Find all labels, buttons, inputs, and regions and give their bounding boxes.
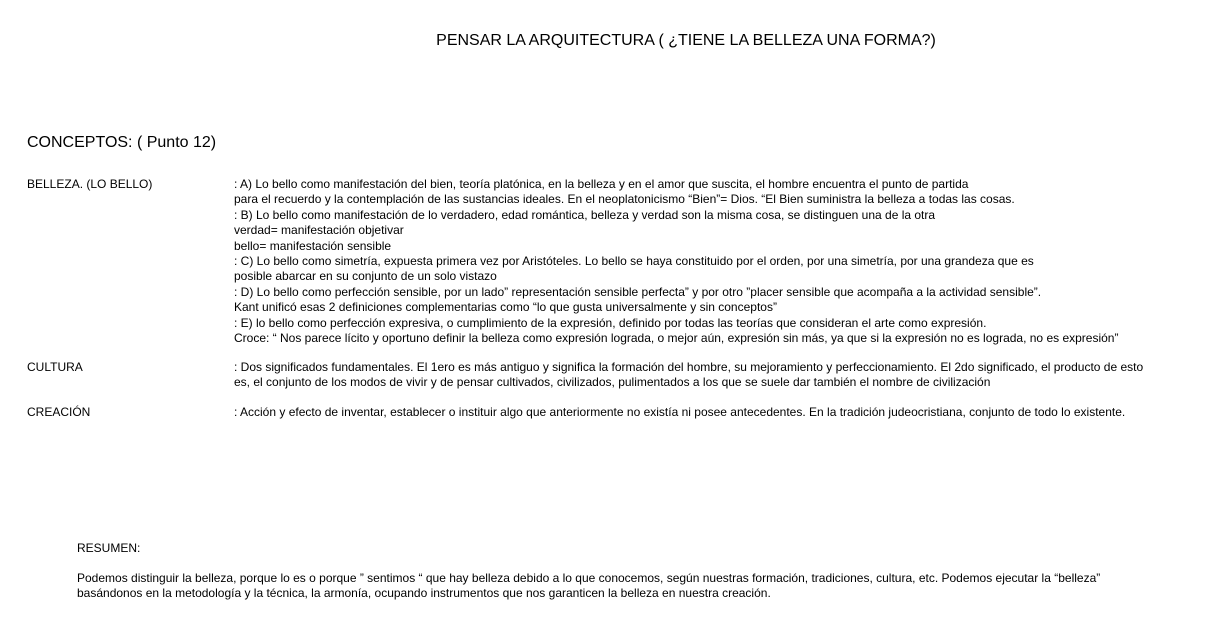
definition-belleza [234, 177, 1118, 346]
concepts-heading: CONCEPTOS: ( Punto 12) [27, 134, 217, 151]
definition-line: : Dos significados fundamentales. El 1ero es más antiguo y significa la formación del hombre, su mejoramiento y perfeccionamiento. El 2do significado, el producto de esto [234, 360, 1144, 374]
definition-line: es, el conjunto de los modos de vivir y de pensar cultivados, civilizados, pulimentados a los que se suele dar también el nombre de civilización [234, 375, 991, 390]
term-cultura: CULTURA [27, 360, 83, 374]
definition-line: : Acción y efecto de inventar, establecer o instituir algo que anteriormente no existía ni posee antecedentes. En la tradición judeocristiana, conjunto de todo lo existente. [234, 405, 1126, 419]
definition-line: Croce: “ Nos parece lícito y oportuno definir la belleza como expresión lograda, o mejor aún, expresión sin más, ya que si la expresión no es lograda, no es expresión” [234, 331, 1119, 346]
definition-line: : B) Lo bello como manifestación de lo verdadero, edad romántica, belleza y verdad son la misma cosa, se distinguen una de la otra [234, 207, 936, 222]
definition-line: : A) Lo bello como manifestación del bien, teoría platónica, en la belleza y en el amor que suscita, el hombre encuentra el punto de partida [234, 177, 969, 191]
definition-creacion [234, 405, 1125, 420]
definition-line: para el recuerdo y la contemplación de las sustancias ideales. En el neoplatonicismo “Bien”= Dios. “El Bien suministra la belleza a todas las cosas. [234, 192, 1015, 207]
summary-line: basándonos en la metodología y la técnica, la armonía, ocupando instrumentos que nos garanticen la belleza en nuestra creación. [77, 586, 771, 601]
document-title: PENSAR LA ARQUITECTURA ( ¿TIENE LA BELLEZA UNA FORMA?) [436, 32, 936, 49]
definition-line: verdad= manifestación objetivar [234, 223, 404, 238]
term-creacion: CREACIÓN [27, 405, 91, 419]
definition-line: : D) Lo bello como perfección sensible, por un lado” representación sensible perfecta” y por otro ”placer sensible que acompaña a la actividad sensible”. [234, 284, 1042, 299]
definition-cultura [234, 360, 1143, 391]
definition-line: posible abarcar en su conjunto de un solo vistazo [234, 269, 497, 284]
summary-heading: RESUMEN: [77, 541, 141, 555]
term-belleza: BELLEZA. (LO BELLO) [27, 177, 153, 191]
definition-line: : E) lo bello como perfección expresiva, o cumplimiento de la expresión, definido por todas las teorías que consideran el arte como expresión. [234, 315, 987, 330]
definition-line: bello= manifestación sensible [234, 238, 392, 253]
summary-text [77, 571, 1100, 602]
definition-line: Kant unificó esas 2 definiciones complementarias como “lo que gusta universalmente y sin conceptos” [234, 300, 777, 315]
summary-line: Podemos distinguir la belleza, porque lo es o porque ” sentimos “ que hay belleza debido a lo que conocemos, según nuestras formación, tradiciones, cultura, etc. Podemos ejecutar la “belleza” [77, 571, 1101, 585]
definition-line: : C) Lo bello como simetría, expuesta primera vez por Aristóteles. Lo bello se haya constituido por el orden, por una simetría, por una grandeza que es [234, 254, 1034, 269]
